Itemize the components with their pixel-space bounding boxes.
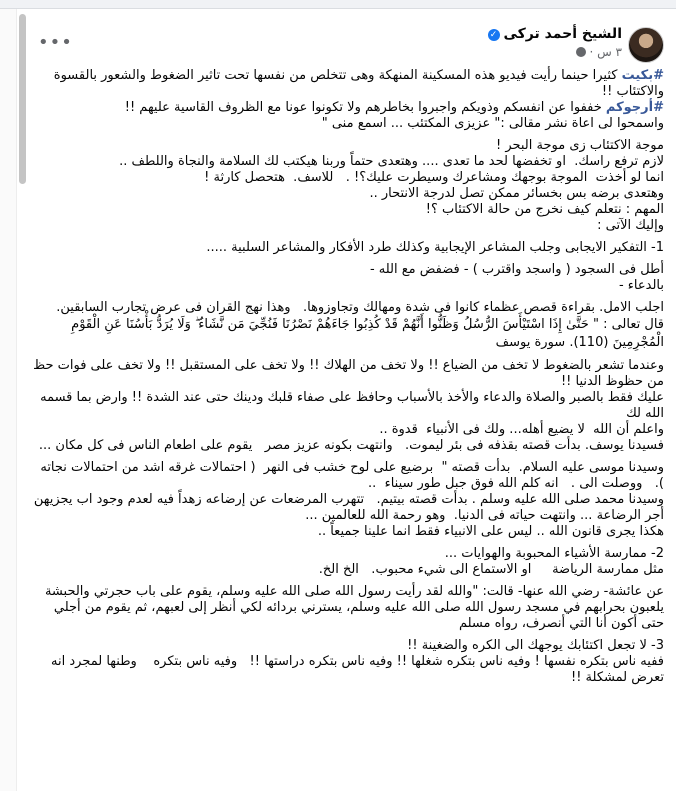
paragraph-text: اجلب الامل. بقراءة قصص عظماء كانوا فى شدة ومهالك وتجاوزوها. وهذا نهج القران فى عرض تجارب السابقين.: [56, 300, 664, 315]
scrollbar-thumb[interactable]: [19, 14, 26, 184]
hashtag-link[interactable]: #أرجوكم: [605, 100, 664, 115]
post-paragraph: [30, 138, 664, 154]
paragraph-text: وسيدنا محمد صلى الله عليه وسلم . بدأت قصته بيتيم. تتهرب المرضعات عن إرضاعه زهداً فيه لعدم وجود اب يجزيهن أجر الرضاعة ... وانتهت حياته فى الدنيا. وهو رحمة الله للعالمين ...: [29, 492, 664, 523]
post-paragraph: [30, 300, 664, 316]
paragraph-text: خففوا عن انفسكم وذويكم واجبروا بخاطرهم ولا تكونوا عونا مع الظروف القاسية عليهم !!: [124, 100, 606, 115]
post-paragraph: [30, 390, 664, 422]
post-time[interactable]: ٣ س ·: [589, 45, 622, 59]
verified-badge-icon: ✓: [488, 29, 500, 41]
post-header: [44, 24, 664, 64]
post-paragraph: [30, 116, 664, 132]
paragraph-text: قال تعالى : " حَتَّىٰ إِذَا اسْتَيْأَسَ الرُّسُلُ وَظَنُّوا أَنَّهُمْ قَدْ كُذِبُوا جَاءَهُمْ نَصْرُنَا فَنُجِّيَ مَن نَّشَاءُ ۖ وَلَا يُرَدُّ بَأْسُنَا عَنِ الْقَوْمِ الْمُجْرِمِينَ (110). سورة يوسف: [67, 317, 664, 350]
post-paragraph: [30, 278, 664, 294]
post-paragraph: [30, 492, 664, 524]
paragraph-text: 2- ممارسة الأشياء المحبوبة والهوايات ...: [444, 546, 664, 561]
post-paragraph: [30, 584, 664, 632]
post-meta: [572, 45, 622, 59]
paragraph-text: 1- التفكير الايجابى وجلب المشاعر الإيجابية وكذلك طرد الأفكار والمشاعر السلبية .....: [206, 240, 664, 255]
paragraph-text: مثل ممارسة الرياضة او الاستماع الى شيء محبوب. الخ الخ.: [318, 562, 664, 577]
paragraph-text: ففيه ناس بتكره نفسها ! وفيه ناس بتكره شغلها !! وفيه ناس بتكره دراستها !! وفيه ناس بتكره وطنها لمجرد انه تعرض لمشكلة !!: [46, 654, 664, 685]
post-paragraph: [30, 170, 664, 186]
post-paragraph: [30, 218, 664, 234]
scrollbar-track[interactable]: [0, 9, 17, 791]
paragraph-text: وإليك الآتى :: [597, 218, 664, 233]
paragraph-text: 3- لا تجعل اكتئابك يوجهك الى الكره والضغينة !!: [407, 638, 664, 653]
post-paragraph: [30, 154, 664, 170]
post-text: [30, 68, 664, 791]
post-paragraph: [30, 202, 664, 218]
post-paragraph: [30, 262, 664, 278]
post-paragraph: [30, 358, 664, 390]
paragraph-text: عن عائشة- رضي الله عنها- قالت: "والله لقد رأيت رسول الله صلى الله عليه وسلم، يقوم على باب حجرتي والحبشة يلعبون بحرابهم في مسجد رسول الله صلى الله عليه وسلم، يسترني بردائه لكي أنظر إلى لعبهم، ثم يقوم من أجلي حتى أكون أنا التي أنصرف، رواه مسلم: [40, 584, 664, 631]
paragraph-text: واسمحوا لى اعاة نشر مقالى :" عزيزى المكتئب ... اسمع منى ": [321, 116, 664, 131]
paragraph-text: كثيرا حينما رأيت فيديو هذه المسكينة المنهكة وهى تتخلص من نفسها تحت تاثير الضغوط والشعور بالقسوة والاكتئاب !!: [49, 68, 664, 99]
paragraph-text: هكذا يجرى قانون الله .. ليس على الانبياء فقط انما علينا جميعاً ..: [317, 524, 664, 539]
post-paragraph: [30, 100, 664, 116]
paragraph-text: أطل فى السجود ( واسجد واقترب ) - فضفض مع الله -: [369, 262, 664, 277]
post-paragraph: [30, 460, 664, 492]
post-paragraph: [30, 186, 664, 202]
paragraph-text: وسيدنا موسى عليه السلام. بدأت قصته " برضيع على لوح خشب فى النهر ( احتمالات غرقه اشد من احتمالات نجاته ). ووصلت الى . انه كلم الله فوق جبل طور سيناء ..: [36, 460, 664, 491]
paragraph-text: بالدعاء -: [618, 278, 664, 293]
author-avatar[interactable]: [628, 27, 664, 63]
feed-top-edge: [0, 0, 676, 9]
more-options-button[interactable]: •••: [38, 32, 73, 53]
paragraph-text: فسيدنا يوسف. بدأت قصته بقذفه فى بئر ليموت. وانتهت بكونه عزيز مصر يقوم على اطعام الناس فى كل مكان ...: [38, 438, 664, 453]
post-paragraph: [30, 422, 664, 438]
post-paragraph: [30, 438, 664, 454]
post-paragraph: [30, 68, 664, 100]
post-paragraph: [30, 316, 664, 352]
post-paragraph: [30, 546, 664, 562]
paragraph-text: لازم ترفع راسك. او تخفضها لحد ما تعدى .... وهتعدى حتماً وربنا هيكتب لك السلامة والنجاة واللطف ..: [119, 154, 664, 169]
paragraph-text: عليك فقط بالصبر والصلاة والدعاء والأخذ بالأسباب وحافظ على صفاء قلبك ودينك حتى عند الشدة !! وارض بما قسمه الله لك: [35, 390, 664, 421]
paragraph-text: موجة الاكتئاب زى موجة البحر !: [495, 138, 664, 153]
post-paragraph: [30, 638, 664, 654]
author-name-text[interactable]: الشيخ أحمد تركى: [503, 26, 622, 42]
paragraph-text: انما لو أخذت الموجة بوجهك ومشاعرك وسيطرت عليك؟! . للاسف. هتحصل كارثة !: [204, 170, 664, 185]
paragraph-text: واعلم أن الله لا يضيع أهله... ولك فى الأنبياء قدوة ..: [379, 422, 664, 437]
post-paragraph: [30, 562, 664, 578]
post-paragraph: [30, 240, 664, 256]
author-name[interactable]: [488, 26, 623, 42]
paragraph-text: المهم : نتعلم كيف نخرج من حالة الاكتئاب ؟!: [425, 202, 664, 217]
paragraph-text: وعندما تشعر بالضغوط لا تخف من الضياع !! ولا تخف من الهلاك !! ولا تخف على المستقبل !! ولا تخف على فوات حظ من حظوظ الدنيا !!: [28, 358, 664, 389]
public-globe-icon: [576, 47, 586, 57]
hashtag-link[interactable]: #بكيت: [621, 68, 664, 83]
post-paragraph: [30, 654, 664, 686]
post-paragraph: [30, 524, 664, 540]
paragraph-text: وهتعدى برضه بس بخسائر ممكن تصل لدرجة الانتحار ..: [369, 186, 664, 201]
